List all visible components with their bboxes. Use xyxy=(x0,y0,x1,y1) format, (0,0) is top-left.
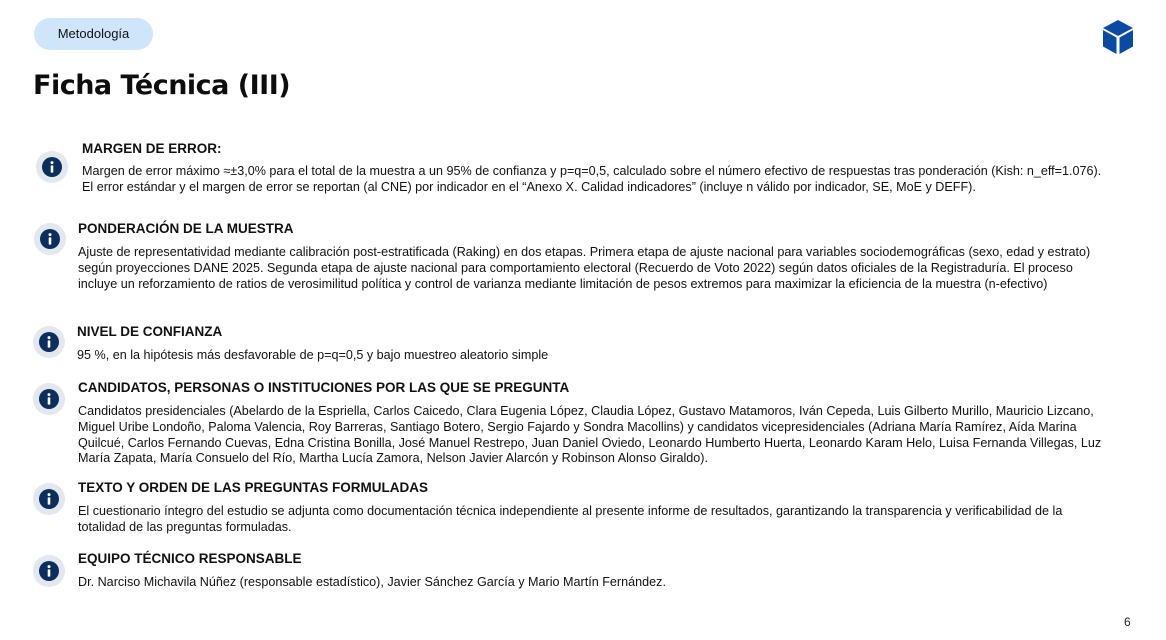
section-body: Candidatos presidenciales (Abelardo de la Espriella, Carlos Caicedo, Clara Eugenia López, Claudia López, Gustavo Matamoros, Iván Cepeda, Luis Gilberto Murillo, Mauricio Lizcano, Miguel Uribe Londoño, Paloma Valencia, Roy Barreras, Santiago Botero, Sergio Fajardo y Sondra Macollins) y candidatos vicepresidenciales (Adriana María Ramírez, Aída Marina Quilcué, Carlos Fernando Cuevas, Edna Cristina Bonilla, José Manuel Restrepo, Juan Daniel Oviedo, Leonardo Humberto Huerta, Leonardo Karam Helo, Luisa Fernanda Villegas, Luz María Zapata, María Consuelo del Río, Martha Lucía Zamora, Nelson Javier Alarcón y Robinson Alonso Giraldo). xyxy=(78,404,1102,466)
section-title: CANDIDATOS, PERSONAS O INSTITUCIONES POR LAS QUE SE PREGUNTA xyxy=(78,380,570,395)
info-icon xyxy=(33,483,65,515)
section-title: NIVEL DE CONFIANZA xyxy=(77,324,223,339)
section-pill: Metodología xyxy=(34,18,153,50)
info-icon xyxy=(33,326,65,358)
section-title: MARGEN DE ERROR: xyxy=(82,141,222,156)
section-body: El cuestionario íntegro del estudio se adjunta como documentación técnica independiente al presente informe de resultados, garantizando la transparencia y verificabilidad de la totalidad de las preguntas formuladas. xyxy=(78,504,1063,534)
info-icon xyxy=(34,223,66,255)
section-title: TEXTO Y ORDEN DE LAS PREGUNTAS FORMULADAS xyxy=(78,480,429,495)
section-body: Dr. Narciso Michavila Núñez (responsable estadístico), Javier Sánchez García y Mario Martín Fernández. xyxy=(78,575,666,589)
page-number: 6 xyxy=(1124,615,1131,629)
section-body: Margen de error máximo ≈±3,0% para el total de la muestra a un 95% de confianza y p=q=0,5, calculado sobre el número efectivo de respuestas tras ponderación (Kish: n_eff=1.076). El error estándar y el margen de error se reportan (al CNE) por indicador en el “Anexo X. Calidad indicadores” (incluye n válido por indicador, SE, MoE y DEFF). xyxy=(82,164,1102,194)
section-title: PONDERACIÓN DE LA MUESTRA xyxy=(78,221,294,236)
page-title: Ficha Técnica (III) xyxy=(33,70,291,101)
section-title: EQUIPO TÉCNICO RESPONSABLE xyxy=(78,551,302,566)
info-icon xyxy=(36,151,68,183)
section-body: 95 %, en la hipótesis más desfavorable de p=q=0,5 y bajo muestreo aleatorio simple xyxy=(77,348,549,362)
cube-logo-icon xyxy=(1102,19,1134,55)
section-body: Ajuste de representatividad mediante calibración post-estratificada (Raking) en dos etapas. Primera etapa de ajuste nacional para variables sociodemográficas (sexo, edad y estrato) según proyecciones DANE 2025. Segunda etapa de ajuste nacional para comportamiento electoral (Recuerdo de Voto 2022) según datos oficiales de la Registraduría. El proceso incluye un reforzamiento de ratios de verosimilitud política y control de varianza mediante limitación de pesos extremos para maximizar la eficiencia de la muestra (n-efectivo) xyxy=(78,245,1091,291)
info-icon xyxy=(33,555,65,587)
info-icon xyxy=(33,383,65,415)
